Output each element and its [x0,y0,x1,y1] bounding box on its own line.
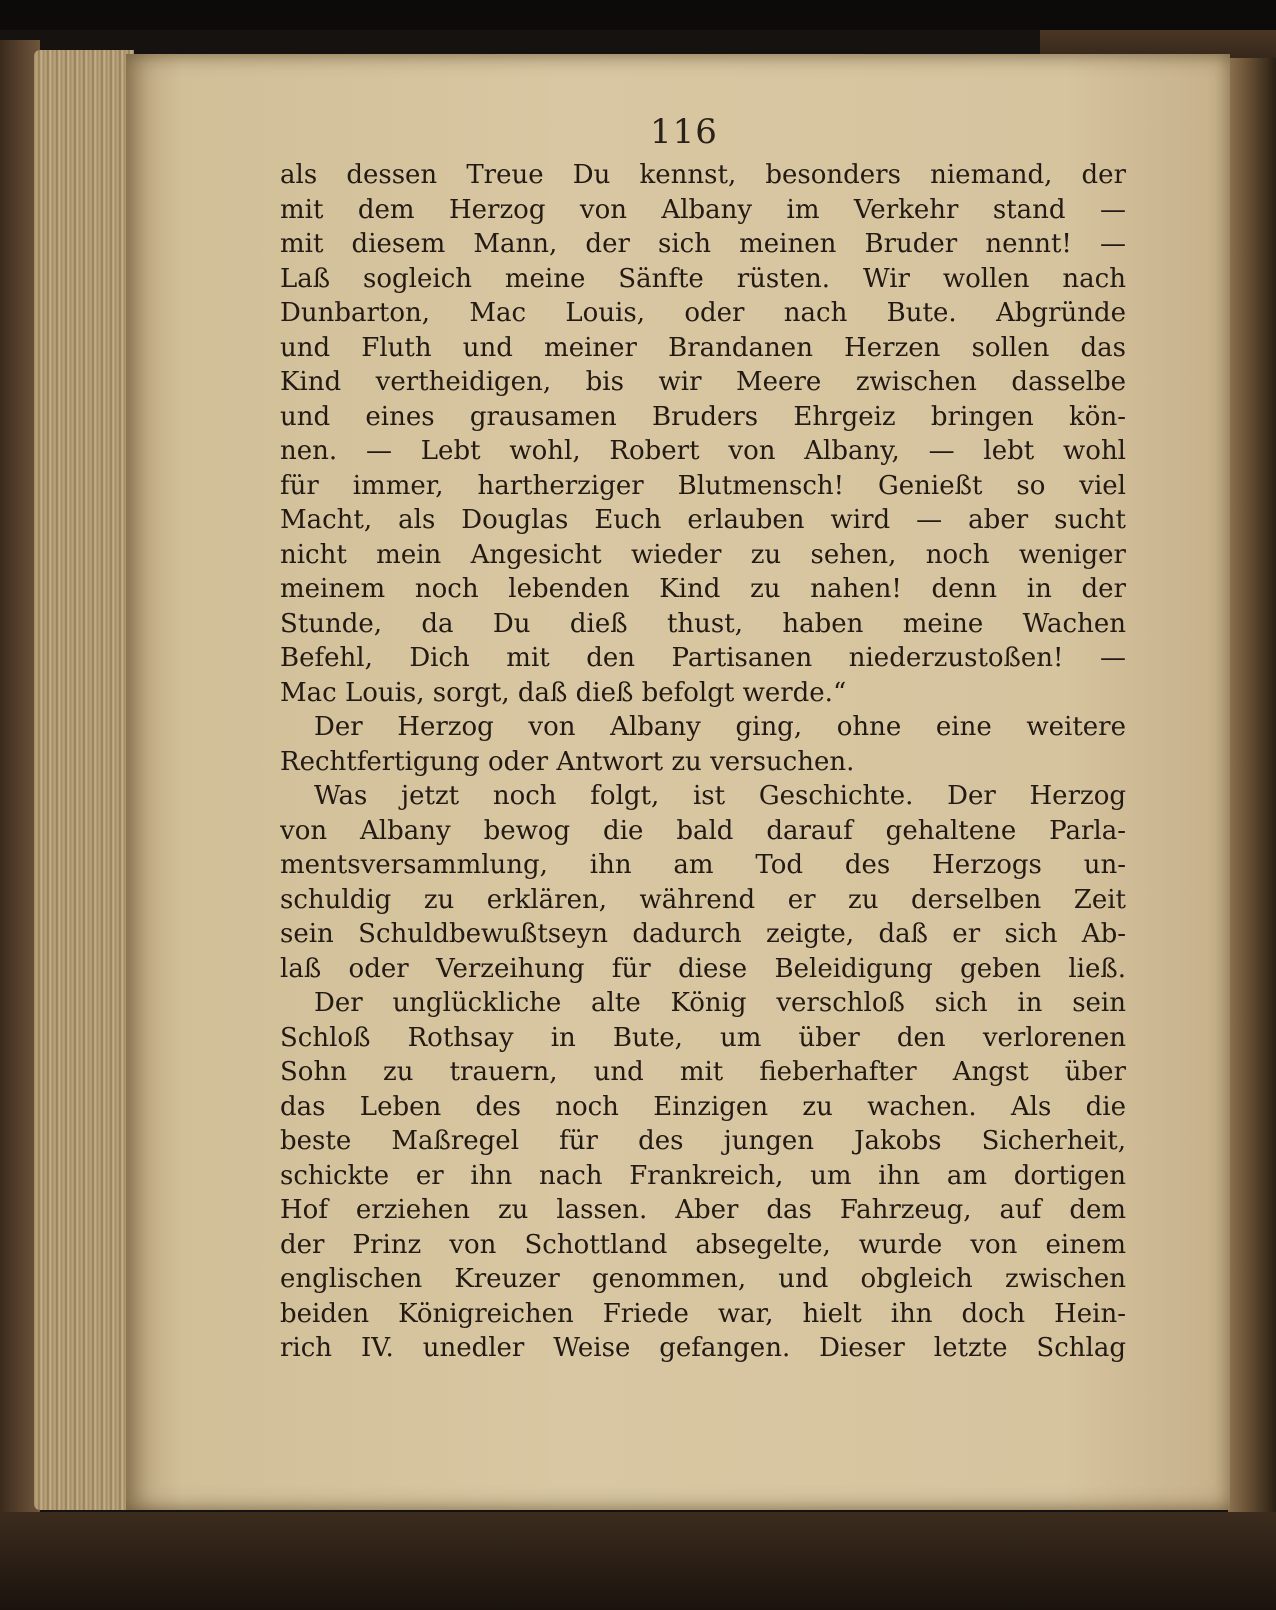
text-line: beiden Königreichen Friede war, hielt ihn doch Hein- [280,1298,1126,1329]
text-line: schuldig zu erklären, während er zu derselben Zeit [280,884,1126,915]
text-line: mit diesem Mann, der sich meinen Bruder nennt! — [280,229,1126,259]
book-edge-right [1228,58,1276,1518]
text-line: englischen Kreuzer genommen, und obgleich zwischen [280,1264,1126,1294]
text-line: für immer, hartherziger Blutmensch! Genießt so viel [280,470,1126,501]
text-line: Stunde, da Du dieß thust, haben meine Wachen [280,608,1126,639]
text-line: als dessen Treue Du kennst, besonders niemand, der [280,160,1126,190]
text-line: laß oder Verzeihung für diese Beleidigung geben ließ. [280,953,1126,984]
text-line: Hof erziehen zu lassen. Aber das Fahrzeug, auf dem [280,1195,1126,1225]
text-line: und eines grausamen Bruders Ehrgeiz bringen kön- [280,401,1126,432]
text-line: Der Herzog von Albany ging, ohne eine weitere [314,712,1126,742]
text-line: sein Schuldbewußtseyn dadurch zeigte, daß er sich Ab- [280,919,1126,949]
text-line: Laß sogleich meine Sänfte rüsten. Wir wollen nach [280,263,1126,294]
text-line: mit dem Herzog von Albany im Verkehr stand — [280,194,1126,225]
text-line: Sohn zu trauern, und mit fieberhafter Angst über [280,1057,1126,1087]
top-background [0,0,1276,30]
text-line: beste Maßregel für des jungen Jakobs Sicherheit, [280,1126,1126,1156]
text-line: Schloß Rothsay in Bute, um über den verlorenen [280,1022,1126,1053]
page-number: 116 [650,112,718,152]
text-line: mentsversammlung, ihn am Tod des Herzogs un- [280,850,1126,880]
text-line: das Leben des noch Einzigen zu wachen. Als die [280,1091,1126,1122]
text-line: nicht mein Angesicht wieder zu sehen, noch weniger [280,539,1126,570]
text-line: Dunbarton, Mac Louis, oder nach Bute. Abgründe [280,298,1126,328]
text-line: rich IV. unedler Weise gefangen. Dieser letzte Schlag [280,1333,1126,1363]
text-line: Rechtfertigung oder Antwort zu versuchen. [280,746,855,777]
text-line: und Fluth und meiner Brandanen Herzen sollen das [280,332,1126,363]
text-line: Befehl, Dich mit den Partisanen niederzustoßen! — [280,643,1126,673]
text-line: Mac Louis, sorgt, daß dieß befolgt werde.“ [280,677,847,708]
text-line: schickte er ihn nach Frankreich, um ihn am dortigen [280,1160,1126,1191]
text-line: von Albany bewog die bald darauf gehaltene Parla- [280,815,1126,846]
text-line: Der unglückliche alte König verschloß sich in sein [314,988,1126,1018]
text-line: der Prinz von Schottland absegelte, wurde von einem [280,1229,1126,1260]
text-line: nen. — Lebt wohl, Robert von Albany, — lebt wohl [280,436,1126,466]
book-cover-bottom [0,1512,1276,1610]
body-text [280,158,1126,1366]
text-line: meinem noch lebenden Kind zu nahen! denn in der [280,574,1126,604]
text-line: Macht, als Douglas Euch erlauben wird — aber sucht [280,505,1126,535]
page-edges-left [34,50,134,1510]
text-line: Was jetzt noch folgt, ist Geschichte. Der Herzog [314,781,1126,811]
text-line: Kind vertheidigen, bis wir Meere zwischen dasselbe [280,367,1126,397]
